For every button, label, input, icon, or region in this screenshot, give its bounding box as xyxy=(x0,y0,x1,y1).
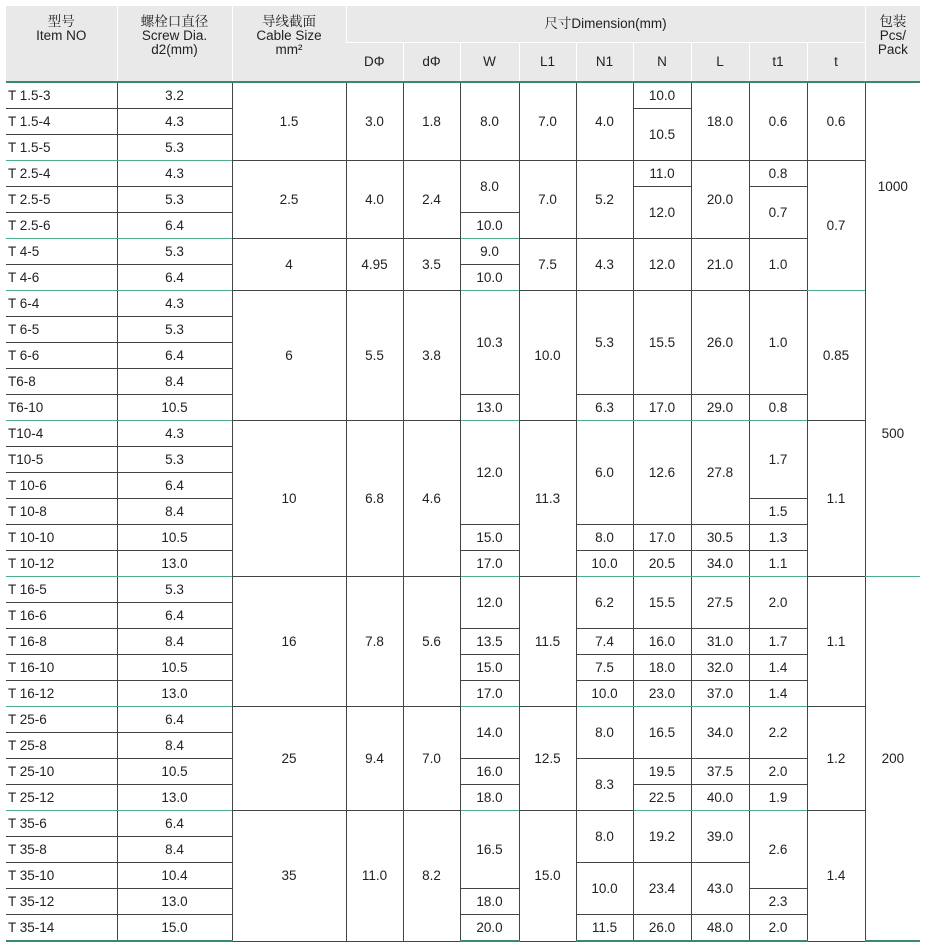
W-cell: 18.0 xyxy=(460,785,519,811)
screw-cell: 10.5 xyxy=(117,395,232,421)
t1-cell: 2.0 xyxy=(749,577,807,629)
L-cell: 21.0 xyxy=(691,239,749,291)
W-cell: 18.0 xyxy=(460,889,519,915)
d-cell: 8.2 xyxy=(403,811,460,942)
table-row xyxy=(6,577,920,603)
table-row xyxy=(6,707,920,733)
item-cell: T 25-8 xyxy=(6,733,117,759)
N-cell: 23.0 xyxy=(633,681,691,707)
t-cell: 0.6 xyxy=(807,82,865,161)
N1-cell: 5.3 xyxy=(576,291,633,395)
table-row xyxy=(6,889,920,915)
screw-cell: 4.3 xyxy=(117,421,232,447)
item-cell: T 2.5-6 xyxy=(6,213,117,239)
L-cell: 18.0 xyxy=(691,82,749,161)
N-cell: 18.0 xyxy=(633,655,691,681)
item-cell: T 6-6 xyxy=(6,343,117,369)
item-cell: T 10-8 xyxy=(6,499,117,525)
item-cell: T 10-12 xyxy=(6,551,117,577)
table-row xyxy=(6,681,920,707)
t1-cell: 1.0 xyxy=(749,239,807,291)
cable-cell: 35 xyxy=(232,811,346,942)
N1-cell: 10.0 xyxy=(576,551,633,577)
item-cell: T10-4 xyxy=(6,421,117,447)
screw-cell: 5.3 xyxy=(117,187,232,213)
table-row xyxy=(6,161,920,187)
L-cell: 31.0 xyxy=(691,629,749,655)
t-cell: 1.4 xyxy=(807,811,865,942)
L-cell: 43.0 xyxy=(691,863,749,915)
L-cell: 37.0 xyxy=(691,681,749,707)
item-cell: T 35-14 xyxy=(6,915,117,942)
item-cell: T 25-10 xyxy=(6,759,117,785)
t1-cell: 1.4 xyxy=(749,655,807,681)
screw-cell: 6.4 xyxy=(117,343,232,369)
d-cell: 2.4 xyxy=(403,161,460,239)
t1-cell: 1.7 xyxy=(749,421,807,499)
header-dim-D: DΦ xyxy=(346,43,403,83)
cable-cell: 6 xyxy=(232,291,346,421)
header-screw-zh: 螺栓口直径 xyxy=(140,14,209,29)
item-cell: T 1.5-3 xyxy=(6,82,117,109)
t1-cell: 1.9 xyxy=(749,785,807,811)
item-cell: T 16-5 xyxy=(6,577,117,603)
d-cell: 4.6 xyxy=(403,421,460,577)
header-cable-unit: mm² xyxy=(275,42,303,58)
N1-cell: 10.0 xyxy=(576,681,633,707)
D-cell: 7.8 xyxy=(346,577,403,707)
N1-cell: 11.5 xyxy=(576,915,633,942)
header-dim-d: dΦ xyxy=(403,43,460,83)
N-cell: 15.5 xyxy=(633,291,691,395)
t1-cell: 1.7 xyxy=(749,629,807,655)
t1-cell: 1.1 xyxy=(749,551,807,577)
N1-cell: 5.2 xyxy=(576,161,633,239)
t-cell: 0.85 xyxy=(807,291,865,421)
N1-cell: 8.0 xyxy=(576,707,633,759)
header-model xyxy=(6,6,117,82)
W-cell: 8.0 xyxy=(460,82,519,161)
N1-cell: 7.5 xyxy=(576,655,633,681)
table-row xyxy=(6,551,920,577)
D-cell: 9.4 xyxy=(346,707,403,811)
item-cell: T 25-6 xyxy=(6,707,117,733)
N-cell: 19.2 xyxy=(633,811,691,863)
pack-cell: 500 xyxy=(865,291,920,577)
header-dim-L1: L1 xyxy=(519,43,576,83)
L-cell: 40.0 xyxy=(691,785,749,811)
W-cell: 16.0 xyxy=(460,759,519,785)
t-cell: 1.1 xyxy=(807,421,865,577)
item-cell: T6-8 xyxy=(6,369,117,395)
item-cell: T 16-12 xyxy=(6,681,117,707)
item-cell: T 25-12 xyxy=(6,785,117,811)
W-cell: 15.0 xyxy=(460,655,519,681)
header-dim-N1: N1 xyxy=(576,43,633,83)
screw-cell: 5.3 xyxy=(117,239,232,265)
t1-cell: 1.5 xyxy=(749,499,807,525)
d-cell: 7.0 xyxy=(403,707,460,811)
t1-cell: 1.3 xyxy=(749,525,807,551)
W-cell: 10.3 xyxy=(460,291,519,395)
N-cell: 11.0 xyxy=(633,161,691,187)
item-cell: T 4-6 xyxy=(6,265,117,291)
L1-cell: 7.5 xyxy=(519,239,576,291)
t1-cell: 0.8 xyxy=(749,395,807,421)
N-cell: 15.5 xyxy=(633,577,691,629)
W-cell: 20.0 xyxy=(460,915,519,942)
item-cell: T 1.5-4 xyxy=(6,109,117,135)
N1-cell: 4.3 xyxy=(576,239,633,291)
N1-cell: 6.3 xyxy=(576,395,633,421)
L-cell: 29.0 xyxy=(691,395,749,421)
t1-cell: 0.8 xyxy=(749,161,807,187)
header-model-zh: 型号 xyxy=(47,14,75,29)
L1-cell: 11.5 xyxy=(519,577,576,707)
table-row xyxy=(6,525,920,551)
L1-cell: 7.0 xyxy=(519,82,576,161)
L1-cell: 10.0 xyxy=(519,291,576,421)
header-model-en: Item NO xyxy=(36,28,87,44)
W-cell: 10.0 xyxy=(460,265,519,291)
screw-cell: 8.4 xyxy=(117,733,232,759)
cable-cell: 10 xyxy=(232,421,346,577)
d-cell: 3.8 xyxy=(403,291,460,421)
item-cell: T 35-8 xyxy=(6,837,117,863)
L-cell: 27.8 xyxy=(691,421,749,525)
item-cell: T10-5 xyxy=(6,447,117,473)
header-screw-unit: d2(mm) xyxy=(151,42,198,58)
screw-cell: 5.3 xyxy=(117,447,232,473)
W-cell: 17.0 xyxy=(460,551,519,577)
D-cell: 3.0 xyxy=(346,82,403,161)
screw-cell: 5.3 xyxy=(117,135,232,161)
screw-cell: 8.4 xyxy=(117,369,232,395)
t1-cell: 2.6 xyxy=(749,811,807,889)
item-cell: T 10-6 xyxy=(6,473,117,499)
item-cell: T 35-10 xyxy=(6,863,117,889)
header-dimension: 尺寸Dimension(mm) xyxy=(346,6,865,43)
W-cell: 13.0 xyxy=(460,395,519,421)
N-cell: 22.5 xyxy=(633,785,691,811)
table-row xyxy=(6,915,920,942)
t1-cell: 2.2 xyxy=(749,707,807,759)
screw-cell: 15.0 xyxy=(117,915,232,942)
screw-cell: 6.4 xyxy=(117,603,232,629)
t1-cell: 1.0 xyxy=(749,291,807,395)
header-dim-t1: t1 xyxy=(749,43,807,83)
screw-cell: 13.0 xyxy=(117,681,232,707)
table-row xyxy=(6,811,920,837)
t1-cell: 2.3 xyxy=(749,889,807,915)
N-cell: 12.0 xyxy=(633,187,691,239)
L1-cell: 7.0 xyxy=(519,161,576,239)
header-pack-en-2: Pack xyxy=(877,42,908,58)
header-cable-zh: 导线截面 xyxy=(262,14,316,29)
item-cell: T 6-4 xyxy=(6,291,117,317)
W-cell: 15.0 xyxy=(460,525,519,551)
screw-cell: 13.0 xyxy=(117,889,232,915)
W-cell: 14.0 xyxy=(460,707,519,759)
pack-cell: 200 xyxy=(865,577,920,942)
t-cell: 0.7 xyxy=(807,161,865,291)
L-cell: 32.0 xyxy=(691,655,749,681)
screw-cell: 10.5 xyxy=(117,759,232,785)
N-cell: 16.5 xyxy=(633,707,691,759)
item-cell: T 2.5-4 xyxy=(6,161,117,187)
header-dim-N: N xyxy=(633,43,691,83)
spec-table xyxy=(6,6,920,942)
header-dim-W: W xyxy=(460,43,519,83)
header-cable xyxy=(232,6,346,82)
header-pack-zh: 包装 xyxy=(879,14,907,29)
table-row xyxy=(6,655,920,681)
W-cell: 12.0 xyxy=(460,577,519,629)
item-cell: T 1.5-5 xyxy=(6,135,117,161)
t1-cell: 0.6 xyxy=(749,82,807,161)
W-cell: 8.0 xyxy=(460,161,519,213)
screw-cell: 5.3 xyxy=(117,317,232,343)
header-pack-en-1: Pcs/ xyxy=(879,28,906,44)
t1-cell: 1.4 xyxy=(749,681,807,707)
table-row xyxy=(6,759,920,785)
table-row xyxy=(6,629,920,655)
screw-cell: 8.4 xyxy=(117,499,232,525)
screw-cell: 6.4 xyxy=(117,213,232,239)
d-cell: 1.8 xyxy=(403,82,460,161)
screw-cell: 4.3 xyxy=(117,291,232,317)
cable-cell: 16 xyxy=(232,577,346,707)
N-cell: 23.4 xyxy=(633,863,691,915)
pack-cell: 1000 xyxy=(865,82,920,291)
screw-cell: 4.3 xyxy=(117,161,232,187)
table-header xyxy=(6,6,920,82)
screw-cell: 10.4 xyxy=(117,863,232,889)
item-cell: T 35-12 xyxy=(6,889,117,915)
t-cell: 1.2 xyxy=(807,707,865,811)
L1-cell: 11.3 xyxy=(519,421,576,577)
L-cell: 34.0 xyxy=(691,707,749,759)
cable-cell: 4 xyxy=(232,239,346,291)
screw-cell: 13.0 xyxy=(117,785,232,811)
table-body xyxy=(6,82,920,941)
L-cell: 20.0 xyxy=(691,161,749,239)
N1-cell: 7.4 xyxy=(576,629,633,655)
screw-cell: 13.0 xyxy=(117,551,232,577)
screw-cell: 5.3 xyxy=(117,577,232,603)
W-cell: 16.5 xyxy=(460,811,519,889)
screw-cell: 6.4 xyxy=(117,265,232,291)
table-row xyxy=(6,421,920,447)
header-dim-L: L xyxy=(691,43,749,83)
screw-cell: 10.5 xyxy=(117,525,232,551)
item-cell: T 16-10 xyxy=(6,655,117,681)
header-screw-en: Screw Dia. xyxy=(141,28,208,44)
table-row xyxy=(6,395,920,421)
header-pack xyxy=(865,6,920,82)
W-cell: 17.0 xyxy=(460,681,519,707)
N-cell: 16.0 xyxy=(633,629,691,655)
L-cell: 39.0 xyxy=(691,811,749,863)
t1-cell: 0.7 xyxy=(749,187,807,239)
L-cell: 27.5 xyxy=(691,577,749,629)
N-cell: 19.5 xyxy=(633,759,691,785)
item-cell: T 6-5 xyxy=(6,317,117,343)
N1-cell: 8.0 xyxy=(576,525,633,551)
header-dim-t: t xyxy=(807,43,865,83)
screw-cell: 4.3 xyxy=(117,109,232,135)
screw-cell: 6.4 xyxy=(117,811,232,837)
D-cell: 5.5 xyxy=(346,291,403,421)
L-cell: 34.0 xyxy=(691,551,749,577)
d-cell: 5.6 xyxy=(403,577,460,707)
item-cell: T 2.5-5 xyxy=(6,187,117,213)
D-cell: 11.0 xyxy=(346,811,403,942)
table-row xyxy=(6,291,920,317)
N1-cell: 8.3 xyxy=(576,759,633,811)
W-cell: 13.5 xyxy=(460,629,519,655)
N1-cell: 4.0 xyxy=(576,82,633,161)
L1-cell: 15.0 xyxy=(519,811,576,942)
L-cell: 37.5 xyxy=(691,759,749,785)
N-cell: 12.6 xyxy=(633,421,691,525)
W-cell: 12.0 xyxy=(460,421,519,525)
t-cell: 1.1 xyxy=(807,577,865,707)
screw-cell: 8.4 xyxy=(117,837,232,863)
cable-cell: 2.5 xyxy=(232,161,346,239)
item-cell: T 10-10 xyxy=(6,525,117,551)
table-row xyxy=(6,82,920,109)
cable-cell: 1.5 xyxy=(232,82,346,161)
screw-cell: 10.5 xyxy=(117,655,232,681)
screw-cell: 3.2 xyxy=(117,82,232,109)
L-cell: 30.5 xyxy=(691,525,749,551)
W-cell: 10.0 xyxy=(460,213,519,239)
item-cell: T6-10 xyxy=(6,395,117,421)
header-cable-en: Cable Size xyxy=(256,28,322,44)
item-cell: T 16-8 xyxy=(6,629,117,655)
N1-cell: 6.0 xyxy=(576,421,633,525)
N-cell: 17.0 xyxy=(633,395,691,421)
d-cell: 3.5 xyxy=(403,239,460,291)
D-cell: 4.95 xyxy=(346,239,403,291)
N-cell: 10.5 xyxy=(633,109,691,161)
screw-cell: 8.4 xyxy=(117,629,232,655)
N-cell: 17.0 xyxy=(633,525,691,551)
N1-cell: 6.2 xyxy=(576,577,633,629)
cable-cell: 25 xyxy=(232,707,346,811)
D-cell: 6.8 xyxy=(346,421,403,577)
N1-cell: 8.0 xyxy=(576,811,633,863)
L-cell: 48.0 xyxy=(691,915,749,942)
item-cell: T 16-6 xyxy=(6,603,117,629)
screw-cell: 6.4 xyxy=(117,473,232,499)
item-cell: T 4-5 xyxy=(6,239,117,265)
t1-cell: 2.0 xyxy=(749,759,807,785)
screw-cell: 6.4 xyxy=(117,707,232,733)
t1-cell: 2.0 xyxy=(749,915,807,942)
table-row xyxy=(6,239,920,265)
table-row xyxy=(6,785,920,811)
W-cell: 9.0 xyxy=(460,239,519,265)
item-cell: T 35-6 xyxy=(6,811,117,837)
N-cell: 12.0 xyxy=(633,239,691,291)
L-cell: 26.0 xyxy=(691,291,749,395)
header-screw xyxy=(117,6,232,82)
N1-cell: 10.0 xyxy=(576,863,633,915)
N-cell: 26.0 xyxy=(633,915,691,942)
N-cell: 10.0 xyxy=(633,82,691,109)
L1-cell: 12.5 xyxy=(519,707,576,811)
D-cell: 4.0 xyxy=(346,161,403,239)
N-cell: 20.5 xyxy=(633,551,691,577)
